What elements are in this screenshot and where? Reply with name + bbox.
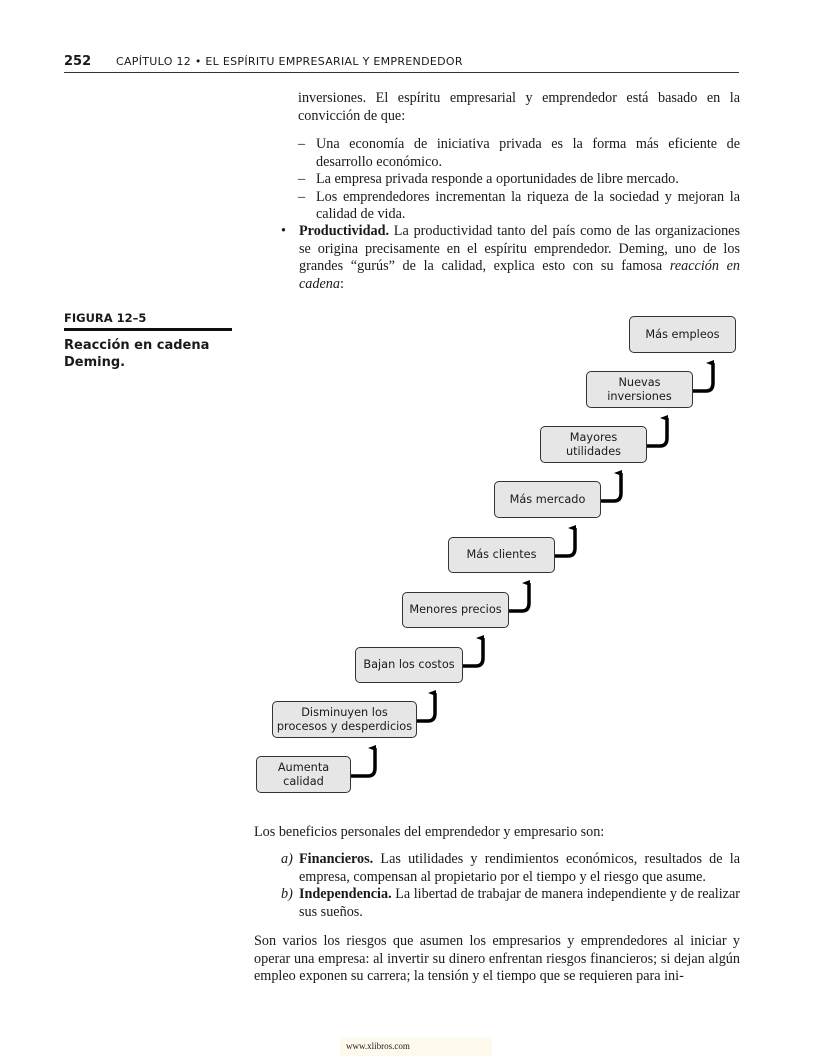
step-label: Bajan los costos (363, 658, 455, 671)
step-label: Mayores (569, 430, 618, 444)
term-independencia: Independencia. (299, 886, 392, 903)
step-label: Disminuyen los (301, 705, 388, 719)
list-item (281, 886, 740, 921)
risks-text: Son varios los riesgos que asumen los empresarios y emprendedores al iniciar y operar una empresa: al invertir su dinero enfrentan riesgos financieros; si dejan algún empleo exponen su carrera; la tensión y el tiempo que se requieren para ini- (254, 933, 740, 985)
bullet-marker: • (281, 223, 286, 239)
arrow-icon (692, 363, 713, 391)
term-productividad: Productividad. (299, 223, 390, 239)
step-label: Aumenta (277, 760, 330, 774)
chain-step-mas-clientes (448, 537, 555, 573)
list-item-text: Una economía de iniciativa privada es la forma más eficiente de desarrollo económico. (316, 136, 740, 170)
step-label: Menores precios (409, 603, 502, 616)
chapter-title: CAPÍTULO 12 • EL ESPÍRITU EMPRESARIAL Y EMPRENDEDOR (116, 55, 463, 68)
arrow-icon (350, 748, 375, 776)
list-item-text: La libertad de trabajar de manera independiente y de realizar sus sueños. (299, 886, 740, 920)
arrow-icon (508, 583, 529, 611)
chain-step-mas-empleos (629, 316, 736, 353)
list-item-text: Las utilidades y rendimientos económicos, resultados de la empresa, compensan al propietario por el tiempo y el riesgo que asume. (299, 851, 740, 885)
dash-marker: – (298, 171, 306, 188)
list-item-text: Los emprendedores incrementan la riqueza de la sociedad y mejoran la calidad de vida. (316, 188, 740, 223)
intro-text: inversiones. El espíritu empresarial y emprendedor está basado en la convicción de que: (298, 90, 740, 124)
step-label: Nuevas (618, 375, 661, 389)
punctuation: : (339, 275, 344, 292)
chain-step-nuevas-inversiones (586, 371, 693, 408)
chain-step-menores-precios (402, 592, 509, 628)
benefits-intro-text: Los beneficios personales del emprendedor y empresario son: (254, 824, 605, 840)
arrow-icon (600, 473, 621, 501)
caption-line: Deming. (64, 355, 126, 370)
arrow-icon (554, 528, 575, 556)
step-label: Más clientes (466, 548, 537, 561)
benefits-intro (254, 824, 740, 842)
benefits-list (281, 851, 740, 921)
risks-paragraph (254, 933, 740, 986)
step-label: inversiones (607, 389, 672, 403)
enum-marker: a) (281, 851, 293, 867)
enum-marker: b) (281, 886, 293, 903)
dash-marker: – (298, 188, 306, 205)
dash-marker: – (298, 136, 306, 152)
chain-step-mas-mercado (494, 481, 601, 518)
step-label: procesos y desperdicios (276, 719, 413, 733)
chain-step-mayores-utilidades (540, 426, 647, 463)
chain-step-disminuyen (272, 701, 417, 738)
step-label: calidad (283, 774, 324, 788)
footer-url[interactable]: www.xlibros.com (340, 1037, 492, 1056)
arrow-icon (462, 638, 483, 666)
step-label: utilidades (565, 444, 622, 458)
chain-step-bajan-costos (355, 647, 463, 683)
term-financieros: Financieros. (299, 851, 374, 867)
arrow-icon (416, 693, 435, 721)
page-number: 252 (64, 54, 92, 69)
step-label: Más mercado (509, 492, 586, 506)
chain-step-aumenta-calidad (256, 756, 351, 793)
step-label: Más empleos (645, 327, 720, 341)
italic-term: reacción en cadena (299, 258, 740, 292)
list-item (281, 851, 740, 886)
caption-line: Reacción en cadena (64, 338, 210, 353)
arrow-icon (646, 418, 667, 446)
productividad-text: La productividad tanto del país como de las organizaciones se origina precisamente en el espíritu emprendedor. Deming, uno de los grandes “gurús” de la calidad, explica esto con su famosa (299, 223, 740, 275)
list-item-text: La empresa privada responde a oportunidades de libre mercado. (316, 171, 679, 188)
figure-label: FIGURA 12–5 (64, 311, 147, 325)
